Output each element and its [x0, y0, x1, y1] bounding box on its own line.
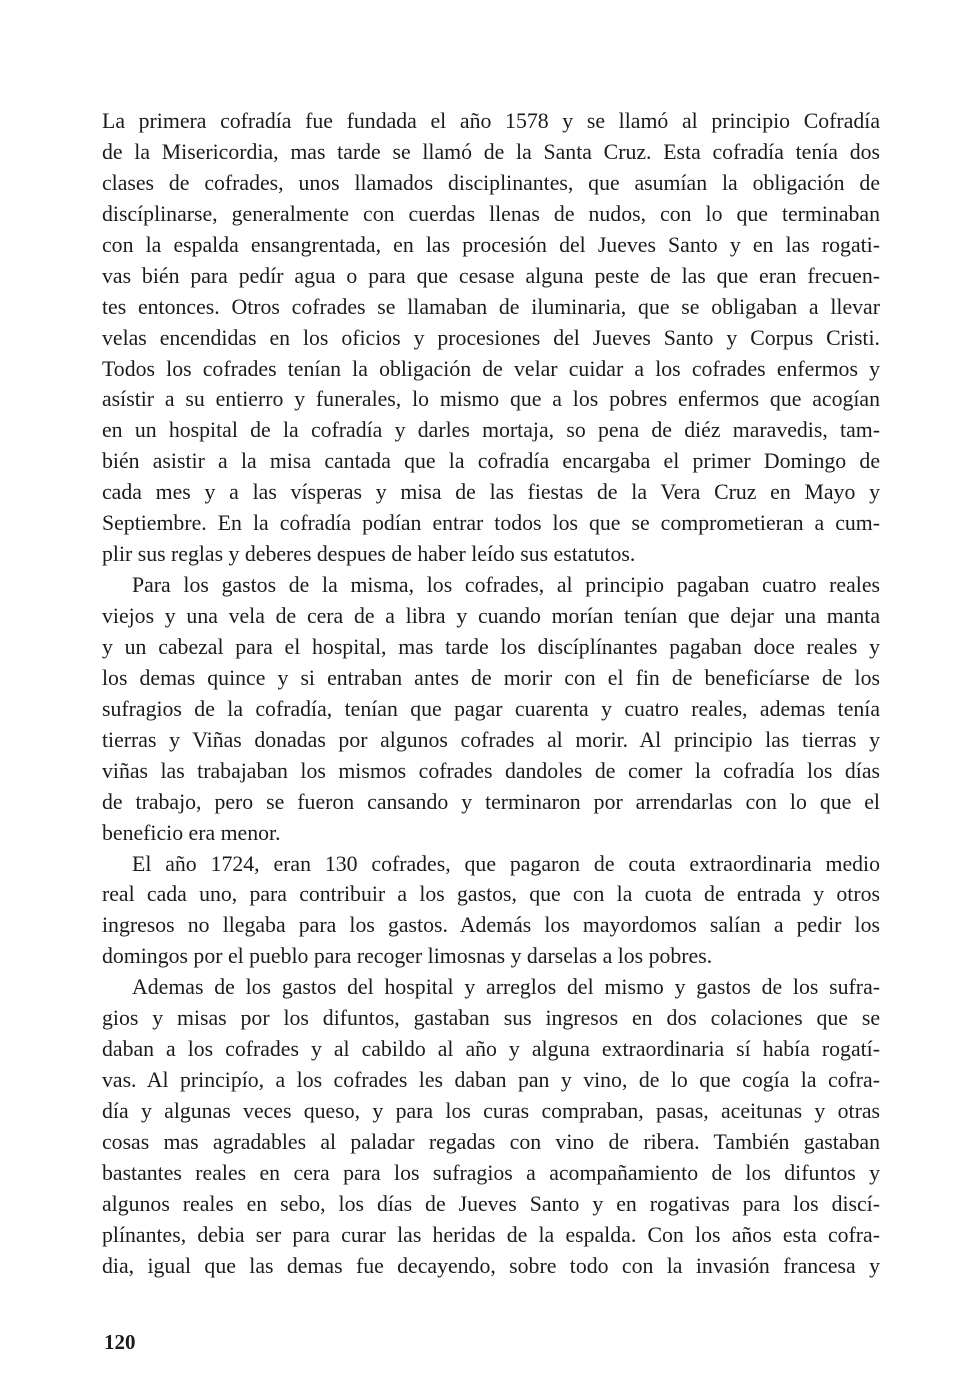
- text-line: daban a los cofrades y al cabildo al año y alguna extraordinaria sí había rogatí-: [102, 1037, 880, 1062]
- text-line: Todos los cofrades tenían la obligación de velar cuidar a los cofrades enfermos y: [102, 356, 880, 381]
- page-number: 120: [104, 1330, 136, 1354]
- text-line: Septiembre. En la cofradía podían entrar todos los que se comprometieran a cum-: [102, 511, 880, 536]
- text-line: vas. Al principío, a los cofrades les daban pan y vino, de lo que cogía la cofra-: [102, 1068, 880, 1093]
- text-line: tes entonces. Otros cofrades se llamaban de iluminaria, que se obligaban a llevar: [102, 294, 880, 319]
- text-line: cosas mas agradables al paladar regadas con vino de ribera. También gastaban: [102, 1129, 880, 1154]
- paragraph: [102, 106, 880, 570]
- text-line: en un hospital de la cofradía y darles mortaja, so pena de diéz maravedis, tam-: [102, 418, 880, 443]
- text-line: viejos y una vela de cera de a libra y cuando morían tenían que dejar una manta: [102, 604, 880, 628]
- text-line: velas encendidas en los oficios y procesiones del Jueves Santo y Corpus Cristi.: [102, 325, 880, 350]
- text-line: gios y misas por los difuntos, gastaban sus ingresos en dos colaciones que se: [102, 1006, 880, 1031]
- text-line: real cada uno, para contribuir a los gastos, que con la cuota de entrada y otros: [102, 882, 880, 907]
- text-line: cada mes y a las vísperas y misa de las fiestas de la Vera Cruz en Mayo y: [102, 480, 880, 505]
- text-line: El año 1724, eran 130 cofrades, que pagaron de couta extraordinaria medio: [132, 851, 880, 876]
- text-line: discíplinarse, generalmente con cuerdas llenas de nudos, con lo que terminaban: [102, 201, 880, 226]
- text-line: bastantes reales en cera para los sufragios a acompañamiento de los difuntos y: [102, 1160, 880, 1185]
- text-line: de la Misericordia, mas tarde se llamó de la Santa Cruz. Esta cofradía tenía dos: [102, 139, 880, 164]
- text-line: Para los gastos de la misma, los cofrades, al principio pagaban cuatro reales: [132, 573, 880, 598]
- text-line: plir sus reglas y deberes despues de haber leído sus estatutos.: [102, 542, 636, 567]
- paragraph: [102, 972, 880, 1281]
- text-line: bién asistir a la misa cantada que la cofradía encargaba el primer Domingo de: [102, 449, 880, 474]
- text-line: sufragios de la cofradía, tenían que pagar cuarenta y cuatro reales, ademas tenía: [102, 696, 880, 721]
- text-line: vas bién para pedír agua o para que cesase alguna peste de las que eran frecuen-: [102, 263, 880, 288]
- text-line: algunos reales en sebo, los días de Jueves Santo y en rogativas para los discí-: [102, 1191, 880, 1216]
- paragraph: [102, 570, 880, 848]
- text-line: beneficio era menor.: [102, 820, 281, 845]
- paragraph: [102, 849, 880, 973]
- text-line: de trabajo, pero se fueron cansando y terminaron por arrendarlas con lo que el: [102, 789, 880, 814]
- text-line: día y algunas veces queso, y para los curas compraban, pasas, aceitunas y otras: [102, 1099, 880, 1123]
- text-line: plínantes, debia ser para curar las heridas de la espalda. Con los años esta cofra-: [102, 1222, 880, 1247]
- text-line: clases de cofrades, unos llamados disciplinantes, que asumían la obligación de: [102, 170, 880, 195]
- text-line: con la espalda ensangrentada, en las procesión del Jueves Santo y en las rogati-: [102, 232, 880, 257]
- text-line: Ademas de los gastos del hospital y arreglos del mismo y gastos de los sufra-: [132, 975, 880, 1000]
- text-line: y un cabezal para el hospital, mas tarde los discíplínantes pagaban doce reales y: [102, 634, 880, 659]
- text-line: La primera cofradía fue fundada el año 1578 y se llamó al principio Cofradía: [102, 109, 880, 133]
- text-line: ingresos no llegaba para los gastos. Además los mayordomos salían a pedir los: [102, 913, 880, 938]
- text-line: domingos por el pueblo para recoger limosnas y darselas a los pobres.: [102, 944, 713, 969]
- text-line: dia, igual que las demas fue decayendo, sobre todo con la invasión francesa y: [102, 1253, 880, 1278]
- text-line: asístir a su entierro y funerales, lo mismo que a los pobres enfermos que acogían: [102, 387, 880, 412]
- text-line: tierras y Viñas donadas por algunos cofrades al morir. Al principio las tierras y: [102, 727, 880, 752]
- body-text: [102, 106, 880, 1282]
- text-line: viñas las trabajaban los mismos cofrades dandoles de comer la cofradía los días: [102, 758, 880, 783]
- text-line: los demas quince y si entraban antes de morir con el fin de beneficíarse de los: [102, 665, 880, 690]
